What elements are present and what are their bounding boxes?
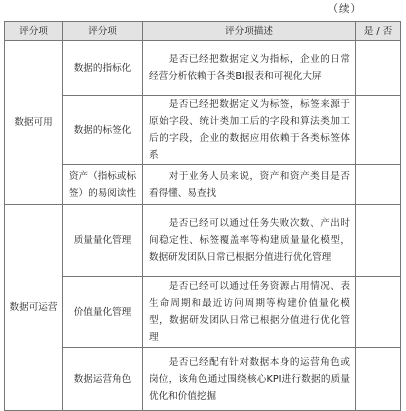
item-name: 质量量化管理 — [63, 205, 143, 277]
answer-cell[interactable] — [356, 277, 401, 348]
table-row — [5, 277, 401, 348]
item-description: 是否已经可以通过任务资源占用情况、表生命周期和最近访问周期等构建价值量化模型，数据研发团队日常已根据分值进行优化管理 — [143, 277, 356, 348]
header-description: 评分项描述 — [143, 22, 356, 41]
item-name: 数据的标签化 — [63, 96, 143, 165]
answer-cell[interactable] — [356, 165, 401, 205]
table-row — [5, 41, 401, 96]
item-name: 数据运营角色 — [63, 348, 143, 411]
item-description: 是否已经可以通过任务失败次数、产出时间稳定性、标签覆盖率等构建质量量化模型，数据研发团队日常已根据分值进行优化管理 — [143, 205, 356, 277]
header-row — [5, 22, 401, 41]
item-name: 数据的指标化 — [63, 41, 143, 96]
item-description: 是否已经把数据定义为指标，企业的日常经营分析依赖于各类BI报表和可视化大屏 — [143, 41, 356, 96]
item-description: 是否已经把数据定义为标签，标签来源于原始字段、统计类加工后的字段和算法类加工后的字段，企业的数据应用依赖于各类标签体系 — [143, 96, 356, 165]
table-row — [5, 165, 401, 205]
answer-cell[interactable] — [356, 96, 401, 165]
item-name: 资产（指标或标签）的易阅读性 — [63, 165, 143, 205]
table-row — [5, 205, 401, 277]
header-category: 评分项 — [5, 22, 63, 41]
item-name: 价值量化管理 — [63, 277, 143, 348]
item-description: 是否已经配有针对数据本身的运营角色或岗位，该角色通过围绕核心KPI进行数据的质量优化和价值挖掘 — [143, 348, 356, 411]
header-item: 评分项 — [63, 22, 143, 41]
table-row — [5, 96, 401, 165]
group-name: 数据可运营 — [5, 205, 63, 411]
answer-cell[interactable] — [356, 41, 401, 96]
group-name: 数据可用 — [5, 41, 63, 205]
answer-cell[interactable] — [356, 205, 401, 277]
answer-cell[interactable] — [356, 348, 401, 411]
table-row — [5, 348, 401, 411]
scoring-table — [4, 21, 401, 411]
header-yes-no: 是 / 否 — [356, 22, 401, 41]
continued-label: （续） — [327, 3, 362, 15]
item-description: 对于业务人员来说，资产和资产类目是否看得懂、易查找 — [143, 165, 356, 205]
